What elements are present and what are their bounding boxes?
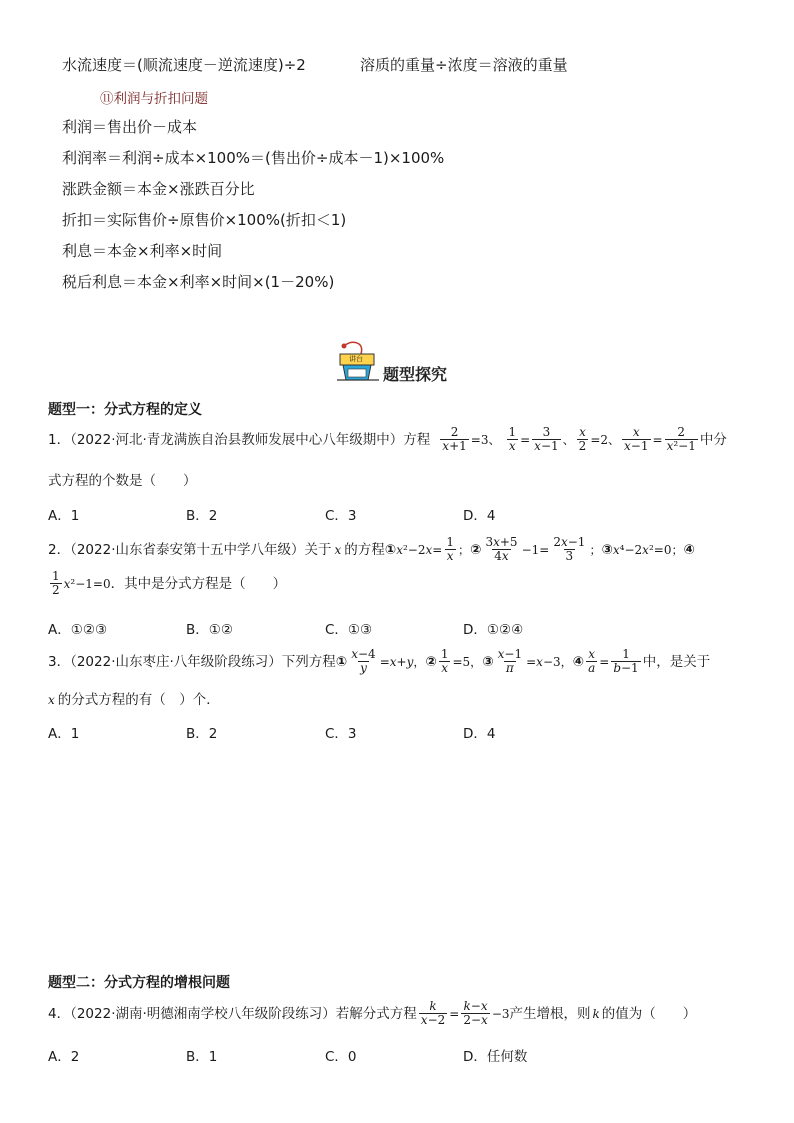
question-1: 1．（2022·河北·青龙满族自治县教师发展中心八年级期中）方程 $\frac{2}{x+1}$ =3、 $\frac{1}{x}$ = $\frac{3}{x-1}$ 、 $\frac{x}{2}$ =2、 $\frac{x}{x-1}$ = $\frac{2}{\text{x²−1}}$ 中分 — [48, 425, 727, 453]
q4-option-d[interactable]: D．任何数 — [463, 1049, 528, 1065]
q1-option-d[interactable]: D．4 — [463, 508, 496, 524]
formula-profit: 利润＝售出价－成本 — [62, 118, 198, 136]
q3-suffix: 中，是关于 — [642, 653, 711, 670]
q2-mid: 的方程 — [344, 541, 385, 558]
podium-label: 讲台 — [349, 355, 363, 363]
formula-discount: 折扣＝实际售价÷原售价×100%(折扣＜1) — [62, 211, 347, 229]
q1-option-b[interactable]: B．2 — [186, 508, 218, 524]
q4-option-c[interactable]: C．0 — [325, 1049, 357, 1065]
q3-line2: 的分式方程的有（ ）个． — [57, 692, 220, 708]
formula-water-speed: 水流速度＝(顺流速度－逆流速度)÷2 — [62, 56, 306, 74]
question-3: 3．（2022·山东枣庄·八年级阶段练习）下列方程 ① $\frac{x-4}{y}$ = x + y ， ② $\frac{1}{x}$ =5， ③ $\frac{x-1}{\pi}$ = x −3， ④ $\frac{x}{a}$ = $\frac{1}{b-1}$ 中，是关于 — [48, 647, 711, 675]
question-2: 2．（2022·山东省泰安第十五中学八年级）关于 x 的方程 ① x ²−2 x = $\frac{1}{x}$ ； ② $\frac{3x+5}{4x}$ −1= $\frac{2x-1}{3}$ ； ③ x ⁴−2 x ²=0； ④ — [48, 535, 695, 563]
q2-option-c[interactable]: C．①③ — [325, 622, 373, 638]
formula-profit-rate: 利润率＝利润÷成本×100%＝(售出价÷成本－1)×100% — [62, 149, 445, 167]
banner-title: 题型探究 — [383, 365, 448, 384]
q1-suffix: 中分 — [699, 431, 727, 448]
q4-prefix: 4．（2022·湖南·明德湘南学校八年级阶段练习）若解分式方程 — [48, 1005, 417, 1022]
section-title-1: 题型一：分式方程的定义 — [48, 402, 202, 418]
q1-option-a[interactable]: A．1 — [48, 508, 80, 524]
q3-option-c[interactable]: C．3 — [325, 726, 357, 742]
q3-option-d[interactable]: D．4 — [463, 726, 496, 742]
q2-line2: $\frac{1}{2}$ x ²−1=0 ．其中是分式方程是（ ） — [52, 569, 287, 597]
section-title-2: 题型二：分式方程的增根问题 — [48, 975, 230, 991]
q3-prefix: 3．（2022·山东枣庄·八年级阶段练习）下列方程 — [48, 653, 336, 670]
q2-option-d[interactable]: D．①②④ — [463, 622, 524, 638]
q1-line2: 式方程的个数是（ ） — [48, 473, 197, 489]
formula-solution-weight: 溶质的重量÷浓度＝溶液的重量 — [360, 56, 568, 74]
q4-option-a[interactable]: A．2 — [48, 1049, 80, 1065]
q2-line2-tail: ．其中是分式方程是（ ） — [110, 575, 287, 592]
formula-after-tax-interest: 税后利息＝本金×利率×时间×(1－20%) — [62, 273, 335, 291]
profit-subtitle: ⑪利润与折扣问题 — [100, 91, 208, 107]
podium-icon — [335, 340, 387, 388]
q3-line2-wrap: x 的分式方程的有（ ）个． — [48, 692, 220, 708]
q2-option-b[interactable]: B．①② — [186, 622, 233, 638]
formula-change-amount: 涨跌金额＝本金×涨跌百分比 — [62, 180, 255, 198]
question-4: 4．（2022·湖南·明德湘南学校八年级阶段练习）若解分式方程 $\frac{k}{x-2}$ = $\frac{k-x}{2-x}$ −3 产生增根，则 k 的值为（ ） — [48, 999, 697, 1027]
q4-option-b[interactable]: B．1 — [186, 1049, 218, 1065]
q1-option-c[interactable]: C．3 — [325, 508, 357, 524]
q1-eq1-frac: $\frac{2}{x+1}$ — [442, 425, 467, 453]
q4-tail: 的值为（ ） — [601, 1005, 697, 1022]
q3-option-b[interactable]: B．2 — [186, 726, 218, 742]
q4-suffix: 产生增根，则 — [509, 1005, 591, 1022]
q3-option-a[interactable]: A．1 — [48, 726, 80, 742]
q2-prefix: 2．（2022·山东省泰安第十五中学八年级）关于 — [48, 541, 332, 558]
q1-prefix: 1．（2022·河北·青龙满族自治县教师发展中心八年级期中）方程 — [48, 431, 431, 448]
q2-option-a[interactable]: A．①②③ — [48, 622, 108, 638]
formula-interest: 利息＝本金×利率×时间 — [62, 242, 223, 260]
section-banner — [335, 340, 465, 388]
